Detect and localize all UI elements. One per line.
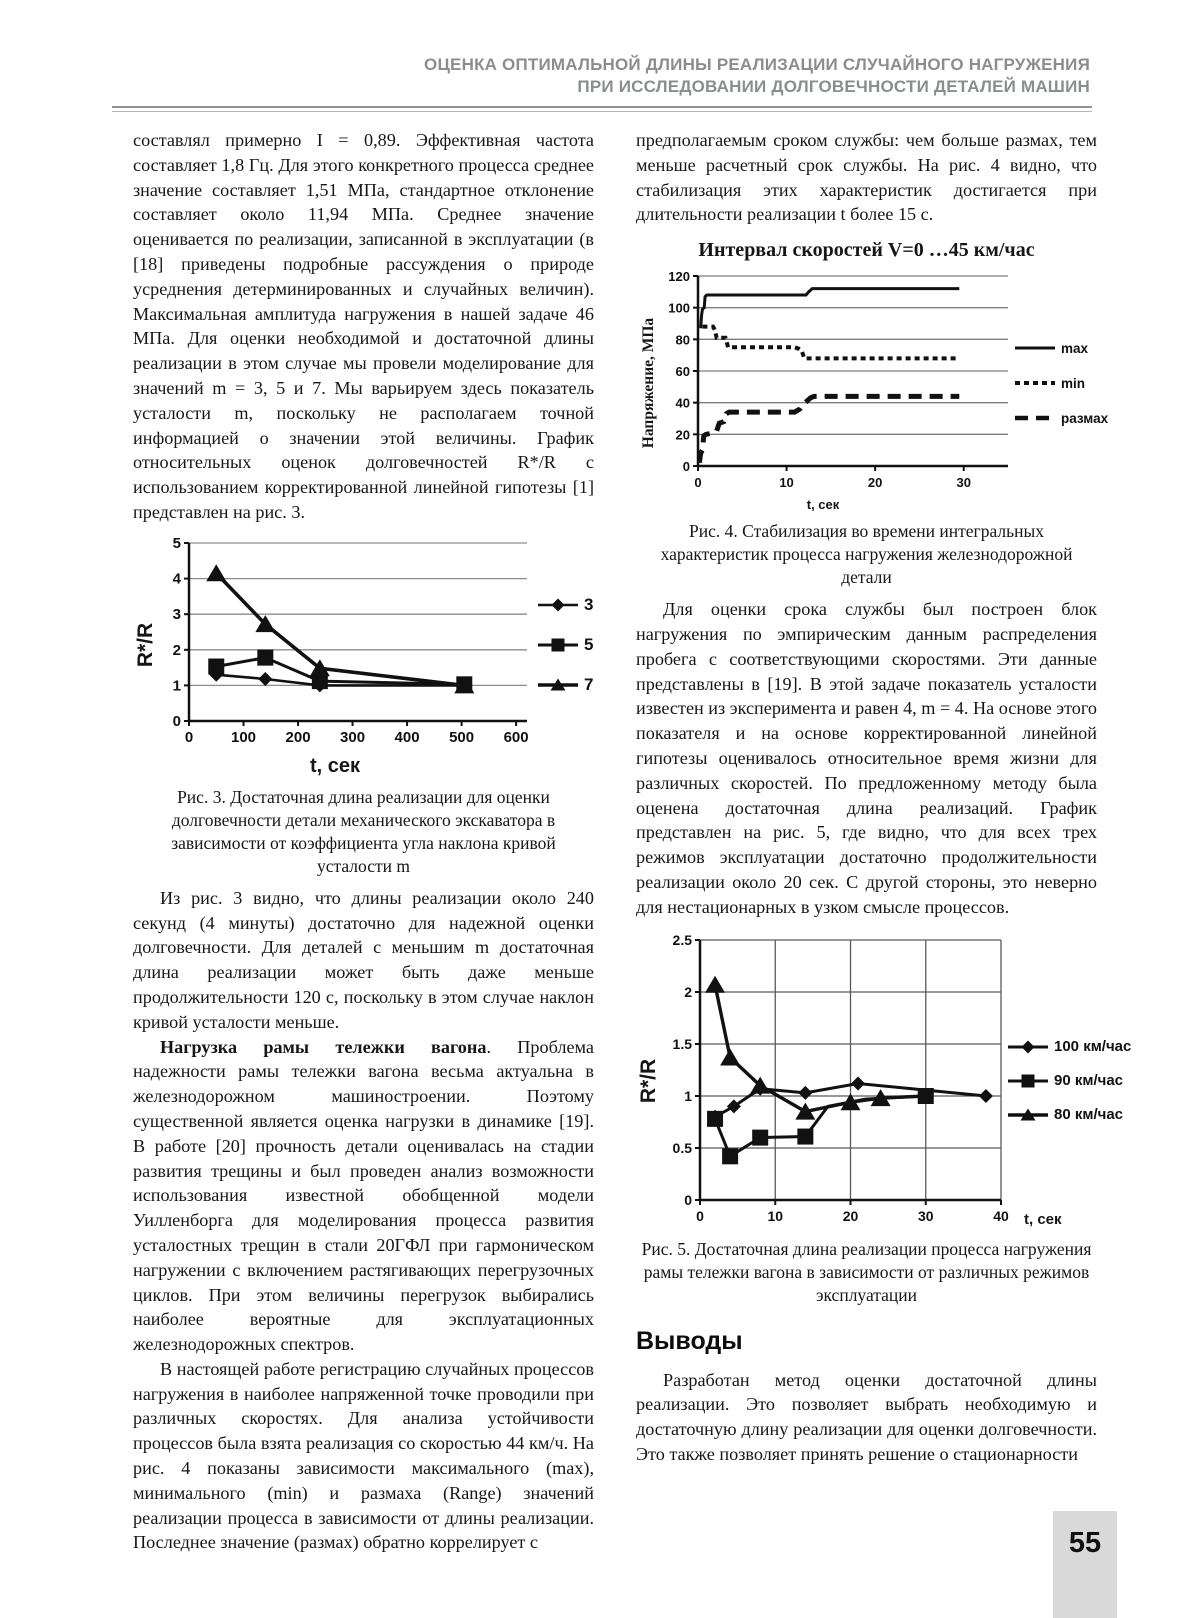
svg-text:20: 20 [675,427,690,443]
page-number-value: 55 [1068,1527,1102,1559]
legend-label: 100 км/час [1054,1038,1132,1056]
left-column [133,128,594,1555]
svg-text:1: 1 [684,1087,692,1104]
legend-item-min [1014,374,1108,392]
legend-label: 90 км/час [1054,1072,1124,1090]
svg-text:0: 0 [184,728,194,746]
svg-text:400: 400 [394,728,420,746]
fig4-line-chart [662,270,1014,496]
svg-text:80: 80 [675,332,690,348]
svg-text:10: 10 [767,1207,784,1224]
figure-5 [636,931,1132,1307]
svg-text:1: 1 [172,677,181,695]
fig3-line-chart [159,534,537,753]
two-column-layout [0,112,1200,1555]
legend-item-90 км/час [1007,1072,1131,1090]
svg-text:2: 2 [684,983,692,1000]
fig4-chart-area [636,269,1109,496]
legend-sample [537,636,579,654]
fig4-y-axis-label: Напряжение, МПа [640,317,657,449]
figure-3 [133,534,594,878]
fig5-legend [1007,932,1131,1230]
paragraph: Для оценки срока службы был построен блок нагружения по эмпирическим данным распределения пробега с соответствующими скоростями. Эти данные представлены в [19]. В этой задаче показатель усталости известен из эксперимента и равен 4, m = 4. На основе этого показателя и на основе корректированной линейной гипотезы оценивалось относительное время жизни для различных скоростей. По предложенному методу была оценена достаточная длина реализаций. График представлен на рис. 5, где видно, что для всех трех режимов эксплуатации достаточно продолжительности реализации около 20 сек. С другой стороны, это неверно для нестационарных в узком смысле процессов. [636,599,1097,917]
legend-sample [1014,374,1056,392]
legend-item-размах [1014,409,1108,427]
svg-text:5: 5 [172,534,181,552]
conclusions-heading: Выводы [636,1326,743,1355]
running-head [0,0,1200,97]
fig3-x-axis-label: t, сек [309,754,361,777]
svg-text:10: 10 [779,475,794,491]
fig4-title: Интервал скоростей V=0 …45 км/час [698,239,1035,262]
legend-label: min [1061,375,1086,391]
svg-text:500: 500 [449,728,475,746]
svg-text:100: 100 [668,300,690,316]
svg-text:60: 60 [675,364,690,380]
svg-text:120: 120 [668,269,690,285]
svg-text:100: 100 [231,728,257,746]
legend-sample [1007,1038,1049,1056]
paragraph-continued: составлял примерно I = 0,89. Эффективная частота составляет 1,8 Гц. Для этого конкретного процесса среднее значение составляет 1,51 МПа, стандартное отклонение составляет около 11,94 МПа. Среднее значение оценивается по реализации, записанной в эксплуатации (в [18] приведены подробные рассуждения о природе усреднения детерминированных и случайных величин). Максимальная амплитуда нагружения в нашей задаче 46 МПа. Для оценки необходимой и достаточной длины реализации в этом случае мы провели моделирование для значений m = 3, 5 и 7. Мы варьируем здесь показатель усталости m, поскольку не располагаем точной информацией о значении этой величины. График относительных оценок долговечностей R*/R с использованием корректированной линейной гипотезы [1] представлен на рис. 3. [133,130,594,522]
paragraph: В настоящей работе регистрацию случайных процессов нагружения в наиболее напряженной точке проводили при различных скоростях. Для анализа устойчивости процессов была взята реализация со скоростью 44 км/ч. На рис. 4 показаны зависимости максимального (max), минимального (min) и размаха (Range) значений реализации процесса в зависимости от длины реализации. Последнее значение (размах) обратно коррелирует с [133,1358,594,1553]
fig5-y-axis-label: R*/R [637,1058,660,1103]
running-head-line1: ОЦЕНКА ОПТИМАЛЬНОЙ ДЛИНЫ РЕАЛИЗАЦИИ СЛУЧАЙНОГО НАГРУЖЕНИЯ [424,55,1090,74]
fig4-caption: Рис. 4. Стабилизация во времени интегральных характеристик процесса нагружения железнодорожной детали [660,521,1073,588]
right-column [636,128,1132,1555]
svg-text:0: 0 [696,1207,704,1224]
legend-item-5 [537,635,593,655]
legend-label: max [1061,340,1089,356]
fig3-legend [537,537,593,753]
svg-text:2: 2 [172,641,181,659]
running-head-line2: ПРИ ИССЛЕДОВАНИИ ДОЛГОВЕЧНОСТИ ДЕТАЛЕЙ МАШИН [577,76,1090,96]
fig5-chart-area [636,931,1132,1230]
svg-text:40: 40 [993,1207,1009,1224]
fig3-caption: Рис. 3. Достаточная длина реализации для оценки долговечности детали механического экскаватора в зависимости от коэффициента угла наклона кривой усталости m [171,786,556,876]
legend-sample [1014,409,1056,427]
svg-text:0: 0 [682,459,690,475]
svg-text:20: 20 [842,1207,859,1224]
legend-sample [537,596,579,614]
paragraph-continued: предполагаемым сроком службы: чем больше размах, тем меньше расчетный срок службы. На рис. 4 видно, что стабилизация этих характеристик достигается при длительности реализации t более 15 с. [636,130,1097,225]
legend-label: 5 [584,634,594,654]
svg-text:20: 20 [867,475,883,491]
fig4-legend [1014,270,1108,496]
svg-text:300: 300 [340,728,366,746]
paragraph-bold-lead: Нагрузка рамы тележки вагона [160,1036,487,1057]
legend-label: 80 км/час [1054,1106,1124,1124]
svg-text:40: 40 [675,395,690,411]
fig5-x-axis-label: t, сек [1024,1210,1062,1228]
paragraph-text: . Проблема надежности рамы тележки вагона весьма актуальна в железнодорожном машиностроении. Поэтому существенной является оценка нагрузки в динамике [19]. В работе [20] прочность детали оценивалась на стадии развития трещины и был проведен анализ возможности использования известной обобщенной модели Уилленборга для моделирования процесса развития усталостных трещин в стали 20ГФЛ при гармоническом нагружении с включением растягивающих перегрузочных циклов. При этом величины перегрузок выбирались наиболее вероятные для эксплуатационных железнодорожных спектров. [133,1036,594,1355]
svg-text:4: 4 [172,570,181,588]
legend-item-7 [537,675,593,695]
fig5-caption: Рис. 5. Достаточная длина реализации процесса нагружения рамы тележки вагона в зависимости от различных режимов эксплуатации [641,1238,1092,1305]
legend-sample [1007,1106,1049,1124]
paragraph: Разработан метод оценки достаточной длины реализации. Это позволяет выбрать необходимую и достаточную длину реализации для оценки долговечности. Это также позволяет принять решение о стационарности [636,1369,1097,1464]
legend-sample [1007,1072,1049,1090]
fig3-y-axis-label: R*/R [134,622,157,667]
figure-4 [636,239,1109,589]
page-number [1053,1511,1117,1618]
legend-item-3 [537,595,593,615]
paragraph: Из рис. 3 видно, что длины реализации около 240 секунд (4 минуты) достаточно для надежной оценки долговечности. Для деталей с меньшим m достаточная длина реализации может быть даже меньше продолжительности 120 с, поскольку в этом случае наклон кривой усталости меньше. [133,887,594,1032]
fig4-x-axis-label: t, сек [806,497,840,513]
legend-label: размах [1061,410,1109,426]
legend-label: 3 [584,594,594,614]
legend-sample [537,676,579,694]
svg-text:2.5: 2.5 [672,931,692,948]
svg-text:0: 0 [172,712,181,730]
legend-label: 7 [584,674,594,694]
fig5-line-chart [662,932,1007,1230]
legend-item-max [1014,339,1108,357]
svg-text:0: 0 [684,1191,692,1208]
svg-text:200: 200 [285,728,311,746]
svg-text:30: 30 [956,475,971,491]
svg-text:1.5: 1.5 [672,1035,692,1052]
svg-text:0.5: 0.5 [672,1139,692,1156]
svg-text:0: 0 [694,475,702,491]
legend-item-100 км/час [1007,1038,1131,1056]
svg-text:30: 30 [917,1207,934,1224]
legend-item-80 км/час [1007,1106,1131,1124]
paragraph [133,1035,594,1357]
svg-text:600: 600 [503,728,529,746]
svg-text:3: 3 [172,605,181,623]
fig3-chart-area [133,534,594,753]
legend-sample [1014,339,1056,357]
